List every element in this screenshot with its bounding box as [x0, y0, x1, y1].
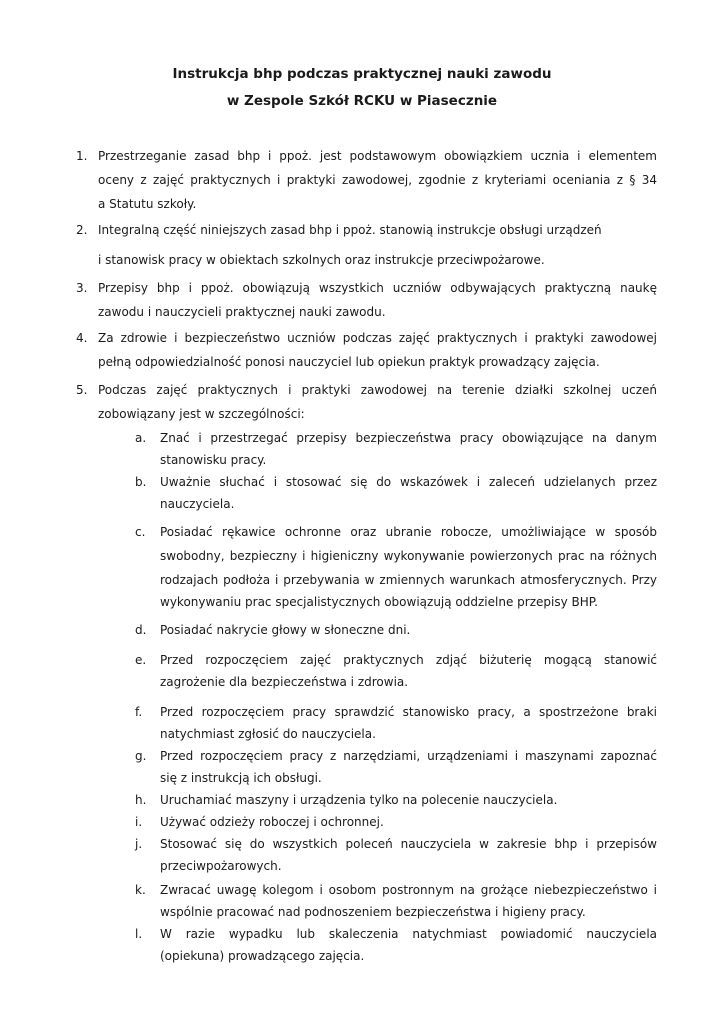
text-line: zagrożenie dla bezpieczeństwa i zdrowia. — [160, 675, 409, 689]
text-line: swobodny, bezpieczny i higieniczny wykonywanie powierzonych prac na różnych — [160, 549, 657, 563]
text-line: oceny z zajęć praktycznych i praktyki zawodowej, zgodnie z kryteriami oceniania z § 34 — [98, 173, 657, 187]
text-line: Stosować się do wszystkich poleceń nauczyciela w zakresie bhp i przepisów — [160, 837, 657, 851]
document-subtitle: w Zespole Szkół RCKU w Piasecznie — [226, 93, 498, 109]
text-line: Przed rozpoczęciem pracy sprawdzić stanowisko pracy, a spostrzeżone braki — [160, 705, 657, 719]
subitem-letter: j. — [135, 837, 143, 851]
subitem-letter: a. — [135, 431, 147, 445]
text-line: Integralną część niniejszych zasad bhp i ppoż. stanowią instrukcje obsługi urządzeń — [98, 223, 602, 237]
text-line: przeciwpożarowych. — [160, 859, 282, 873]
text-line: pełną odpowiedzialność ponosi nauczyciel lub opiekun praktyk prowadzący zajęcia. — [98, 355, 600, 369]
item-number: 4. — [76, 331, 88, 345]
subitem-letter: c. — [135, 525, 146, 539]
subitem-letter: i. — [135, 815, 143, 829]
text-line: natychmiast zgłosić do nauczyciela. — [160, 727, 376, 741]
text-line: Podczas zajęć praktycznych i praktyki zawodowej na terenie działki szkolnej uczeń — [98, 383, 657, 397]
text-line: Przepisy bhp i ppoż. obowiązują wszystkich uczniów odbywających praktyczną naukę — [98, 281, 657, 295]
text-line: W razie wypadku lub skaleczenia natychmiast powiadomić nauczyciela — [160, 927, 657, 941]
subitem-letter: d. — [135, 623, 147, 637]
text-line: zobowiązany jest w szczególności: — [98, 407, 305, 421]
text-line: Posiadać rękawice ochronne oraz ubranie robocze, umożliwiające w sposób — [160, 525, 657, 539]
text-line: Zwracać uwagę kolegom i osobom postronnym na grożące niebezpieczeństwo i — [160, 883, 657, 897]
item-number: 5. — [76, 383, 88, 397]
item-number: 2. — [76, 223, 88, 237]
subitem-letter: f. — [135, 705, 143, 719]
text-line: Za zdrowie i bezpieczeństwo uczniów podczas zajęć praktycznych i praktyki zawodowej — [98, 331, 657, 345]
text-line: Przed rozpoczęciem pracy z narzędziami, urządzeniami i maszynami zapoznać — [160, 749, 657, 763]
document-title: Instrukcja bhp podczas praktycznej nauki zawodu — [172, 66, 552, 82]
text-line: Znać i przestrzegać przepisy bezpieczeństwa pracy obowiązujące na danym — [160, 431, 657, 445]
text-line: zawodu i nauczycieli praktycznej nauki zawodu. — [98, 305, 386, 319]
text-line: Uruchamiać maszyny i urządzenia tylko na polecenie nauczyciela. — [160, 793, 558, 807]
text-line: rodzajach podłoża i przebywania w zmiennych warunkach atmosferycznych. Przy — [160, 573, 657, 587]
subitem-letter: h. — [135, 793, 147, 807]
subitem-letter: b. — [135, 475, 147, 489]
text-line: stanowisku pracy. — [160, 453, 267, 467]
text-line: wspólnie pracować nad podnoszeniem bezpieczeństwa i higieny pracy. — [160, 905, 586, 919]
text-line: (opiekuna) prowadzącego zajęcia. — [160, 949, 365, 963]
subitem-letter: l. — [135, 927, 143, 941]
text-line: a Statutu szkoły. — [98, 197, 197, 211]
text-line: się z instrukcją ich obsługi. — [160, 771, 322, 785]
text-line: Uważnie słuchać i stosować się do wskazówek i zaleceń udzielanych przez — [160, 475, 657, 489]
text-line: i stanowisk pracy w obiektach szkolnych oraz instrukcje przeciwpożarowe. — [98, 253, 545, 267]
text-line: Używać odzieży roboczej i ochronnej. — [160, 815, 384, 829]
text-line: nauczyciela. — [160, 497, 235, 511]
text-line: wykonywaniu prac specjalistycznych obowiązują oddzielne przepisy BHP. — [160, 595, 598, 609]
item-number: 3. — [76, 281, 88, 295]
text-line: Posiadać nakrycie głowy w słoneczne dni. — [160, 623, 411, 637]
subitem-letter: g. — [135, 749, 147, 763]
text-line: Przestrzeganie zasad bhp i ppoż. jest podstawowym obowiązkiem ucznia i elementem — [98, 149, 657, 163]
subitem-letter: k. — [135, 883, 146, 897]
item-number: 1. — [76, 149, 88, 163]
text-line: Przed rozpoczęciem zajęć praktycznych zdjąć biżuterię mogącą stanowić — [160, 653, 657, 667]
subitem-letter: e. — [135, 653, 147, 667]
